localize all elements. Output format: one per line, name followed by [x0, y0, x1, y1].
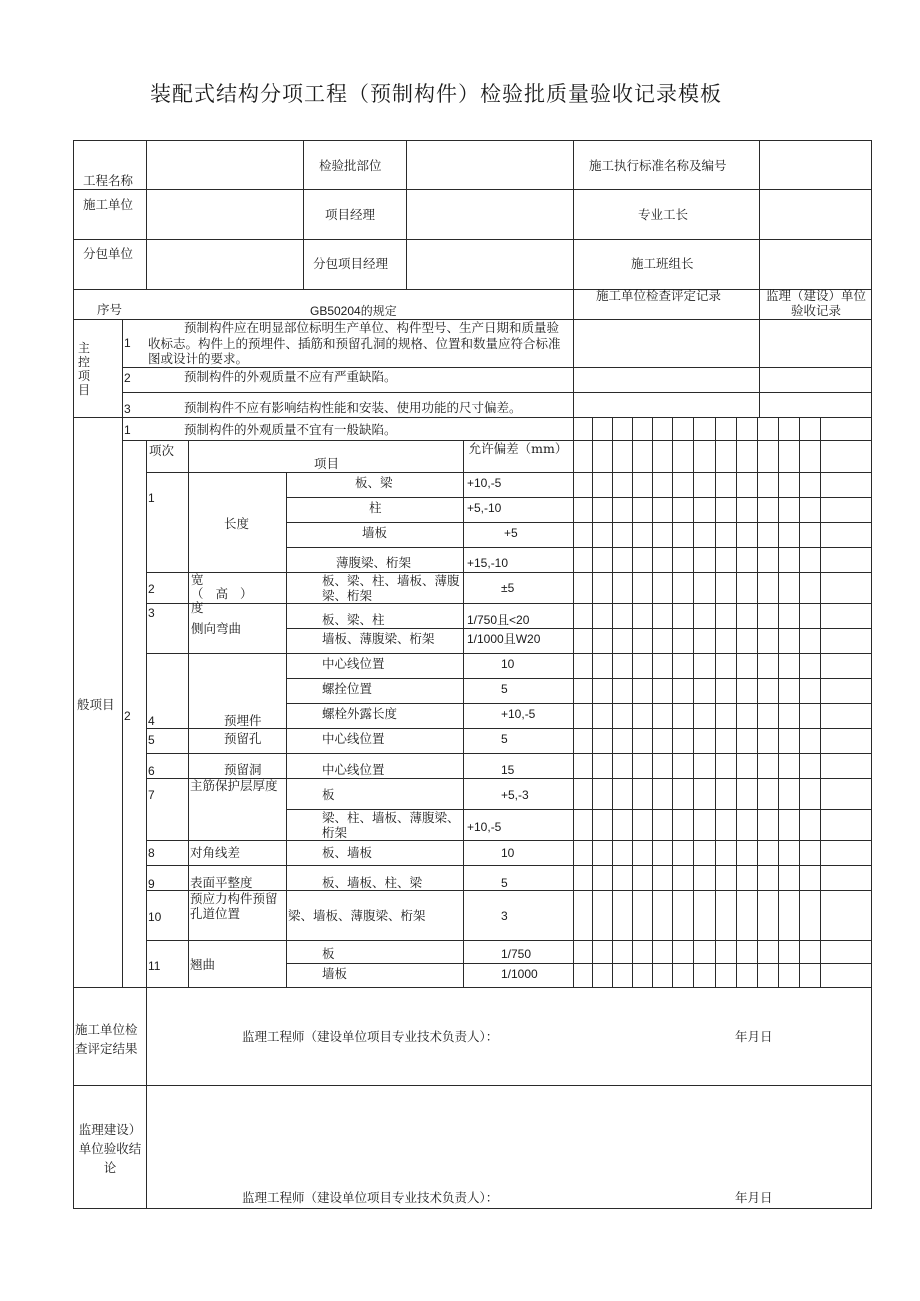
- dimension-sub-item: 板、墙板: [322, 845, 373, 860]
- dimension-row-no: 11: [148, 959, 161, 973]
- column-seq: 序号: [97, 302, 123, 317]
- grid-line: [73, 417, 872, 418]
- label-subcontractor: 分包单位: [83, 246, 134, 261]
- main-item-no: 2: [124, 371, 131, 385]
- grid-line: [73, 289, 872, 290]
- dimension-row-name: 表面平整度: [190, 875, 253, 890]
- tolerance-value: 5: [501, 732, 508, 746]
- grid-line: [73, 1208, 872, 1209]
- label-project-manager: 项目经理: [325, 207, 376, 222]
- dimension-row-name: 对角线差: [190, 845, 241, 860]
- dimension-sub-item: 板、墙板、柱、梁: [322, 875, 423, 890]
- dimension-sub-item: 柱: [369, 500, 382, 515]
- contractor-date: 年月日: [735, 1029, 773, 1044]
- tolerance-value: +10,-5: [467, 820, 502, 834]
- grid-line: [778, 417, 779, 988]
- main-item-text: 预制构件应在明显部位标明生产单位、构件型号、生产日期和质量验收标志。构件上的预埋件、插筋和预留孔洞的规格、位置和数量应符合标准图或设计的要求。: [148, 320, 561, 366]
- dimension-sub-item: 墙板: [362, 525, 388, 540]
- contractor-sign-line: 监理工程师（建设单位项目专业技术负责人）：: [242, 1029, 499, 1044]
- grid-line: [286, 547, 872, 548]
- tolerance-value: 1/1000: [501, 967, 538, 981]
- grid-line: [146, 987, 147, 1209]
- grid-line: [612, 417, 613, 988]
- dimension-row-no: 2: [148, 582, 155, 596]
- tolerance-value: +5: [504, 526, 518, 540]
- main-item-text: 预制构件不应有影响结构性能和安装、使用功能的尺寸偏差。: [184, 400, 522, 415]
- grid-line: [871, 140, 872, 1209]
- label-contractor: 施工单位: [83, 197, 134, 212]
- label-team-leader: 施工班组长: [631, 256, 694, 271]
- tolerance-value: 1/750且<20: [467, 613, 530, 627]
- contractor-result-label: 施工单位检查评定结果: [75, 1022, 138, 1056]
- grid-line: [286, 963, 872, 964]
- column-item-seq: 项次: [149, 443, 175, 458]
- grid-line: [73, 140, 872, 141]
- dimension-row-no: 5: [148, 733, 155, 747]
- dimension-row-name: 侧向弯曲: [191, 621, 242, 636]
- label-project-name: 工程名称: [83, 173, 134, 188]
- grid-line: [146, 940, 872, 941]
- tolerance-value: 5: [501, 682, 508, 696]
- grid-line: [573, 319, 574, 988]
- tolerance-value: +10,-5: [501, 707, 536, 721]
- label-inspection-part: 检验批部位: [319, 158, 382, 173]
- tolerance-value: +5,-3: [501, 788, 529, 802]
- label-sub-manager: 分包项目经理: [313, 256, 389, 271]
- dimension-row-no: 8: [148, 846, 155, 860]
- dimension-sub-item: 中心线位置: [322, 762, 385, 777]
- main-item-text: 预制构件的外观质量不应有严重缺陷。: [184, 369, 397, 384]
- label-foreman: 专业工长: [638, 207, 689, 222]
- label-standard: 施工执行标准名称及编号: [589, 158, 727, 173]
- tolerance-value: 10: [501, 846, 515, 860]
- grid-line: [73, 140, 74, 1209]
- grid-line: [188, 440, 189, 988]
- tolerance-value: 10: [501, 657, 515, 671]
- grid-line: [286, 497, 872, 498]
- supervisor-sign-line: 监理工程师（建设单位项目专业技术负责人）：: [242, 1190, 499, 1205]
- column-item-name: 项目: [314, 456, 340, 471]
- dimension-sub-item: 薄腹梁、桁架: [336, 555, 412, 570]
- dimension-row-name: 预应力构件预留孔道位置: [190, 891, 278, 921]
- tolerance-value: 5: [501, 876, 508, 890]
- grid-line: [146, 865, 872, 866]
- grid-line: [286, 628, 872, 629]
- supervisor-date: 年月日: [735, 1190, 773, 1205]
- grid-line: [820, 417, 821, 988]
- dimension-row-no: 6: [148, 764, 155, 778]
- grid-line: [406, 140, 407, 290]
- grid-line: [759, 140, 760, 320]
- grid-line: [286, 703, 872, 704]
- grid-line: [286, 522, 872, 523]
- tolerance-value: +10,-5: [467, 476, 502, 490]
- tolerance-value: 1/750: [501, 947, 532, 961]
- main-item-no: 3: [124, 402, 131, 416]
- tolerance-value: +15,-10: [467, 556, 509, 570]
- dimension-row-no: 3: [148, 606, 155, 620]
- dimension-row-name: 预留洞: [224, 762, 262, 777]
- grid-line: [286, 472, 287, 988]
- general-item-text: 预制构件的外观质量不宜有一般缺陷。: [184, 422, 397, 437]
- column-contractor-check: 施工单位检查评定记录: [596, 288, 722, 303]
- dimension-sub-item: 螺栓外露长度: [322, 706, 398, 721]
- dimension-row-name: 预埋件: [224, 713, 262, 728]
- main-item-no: 1: [124, 336, 131, 350]
- dimension-row-name: 翘曲: [190, 957, 216, 972]
- main-items-label: 主控项目: [78, 341, 91, 397]
- dimension-row-name: 主筋保护层厚度: [190, 778, 278, 793]
- dimension-sub-item: 中心线位置: [322, 656, 385, 671]
- dimension-row-name: 宽（高）度: [191, 572, 265, 615]
- grid-line: [303, 140, 304, 290]
- grid-line: [632, 417, 633, 988]
- grid-line: [759, 319, 760, 418]
- dimension-sub-item: 墙板、薄腹梁、桁架: [322, 631, 435, 646]
- dimension-row-no: 10: [148, 910, 162, 924]
- dimension-sub-item: 中心线位置: [322, 731, 385, 746]
- grid-line: [73, 987, 872, 988]
- grid-line: [715, 417, 716, 988]
- general-item-no: 1: [124, 423, 131, 437]
- grid-line: [573, 140, 574, 320]
- grid-line: [73, 239, 872, 240]
- grid-line: [757, 417, 758, 988]
- supervisor-result-label: 监理建设）单位验收结论: [78, 1122, 142, 1175]
- grid-line: [799, 417, 800, 988]
- grid-line: [652, 417, 653, 988]
- grid-line: [736, 417, 737, 988]
- grid-line: [693, 417, 694, 988]
- dimension-sub-item: 螺拴位置: [322, 681, 373, 696]
- grid-line: [146, 440, 147, 988]
- dimension-sub-item: 板、梁、柱、墙板、薄腹梁、桁架: [322, 573, 460, 603]
- tolerance-value: +5,-10: [467, 501, 502, 515]
- dimension-row-no: 9: [148, 877, 155, 891]
- dimension-row-name: 长度: [224, 516, 250, 531]
- dimension-row-no: 7: [148, 788, 155, 802]
- dimension-row-no: 4: [148, 714, 155, 728]
- general-items-label: 般项目: [77, 697, 115, 712]
- tolerance-value: 15: [501, 763, 515, 777]
- column-standard: GB50204的规定: [310, 304, 397, 318]
- grid-line: [146, 140, 147, 290]
- grid-line: [146, 840, 872, 841]
- grid-line: [286, 678, 872, 679]
- grid-line: [463, 440, 464, 988]
- dimension-sub-item: 板、梁、柱: [322, 612, 385, 627]
- dimension-sub-item: 梁、柱、墙板、薄腹梁、桁架: [322, 810, 460, 840]
- grid-line: [146, 472, 872, 473]
- grid-line: [146, 653, 872, 654]
- column-tolerance: 允许偏差（mm）: [468, 441, 568, 456]
- grid-line: [592, 417, 593, 988]
- dimension-sub-item: 板: [322, 787, 335, 802]
- page-title: 装配式结构分项工程（预制构件）检验批质量验收记录模板: [150, 82, 722, 106]
- column-supervisor-record: 监理（建设）单位验收记录: [765, 288, 866, 318]
- tolerance-value: ±5: [501, 581, 515, 595]
- grid-line: [73, 189, 872, 190]
- grid-line: [122, 319, 123, 988]
- grid-line: [672, 417, 673, 988]
- dimension-row-name: 预留孔: [224, 731, 262, 746]
- grid-line: [73, 1085, 872, 1086]
- dimension-sub-item: 墙板: [322, 966, 348, 981]
- tolerance-value: 3: [501, 909, 508, 923]
- dimension-sub-item: 梁、墙板、薄腹梁、桁架: [288, 908, 426, 923]
- tolerance-value: 1/1000且W20: [467, 632, 541, 646]
- dimension-row-no: 1: [148, 491, 155, 505]
- general-item-no: 2: [124, 709, 131, 723]
- grid-line: [146, 753, 872, 754]
- dimension-sub-item: 板、梁: [355, 475, 393, 490]
- dimension-sub-item: 板: [322, 946, 335, 961]
